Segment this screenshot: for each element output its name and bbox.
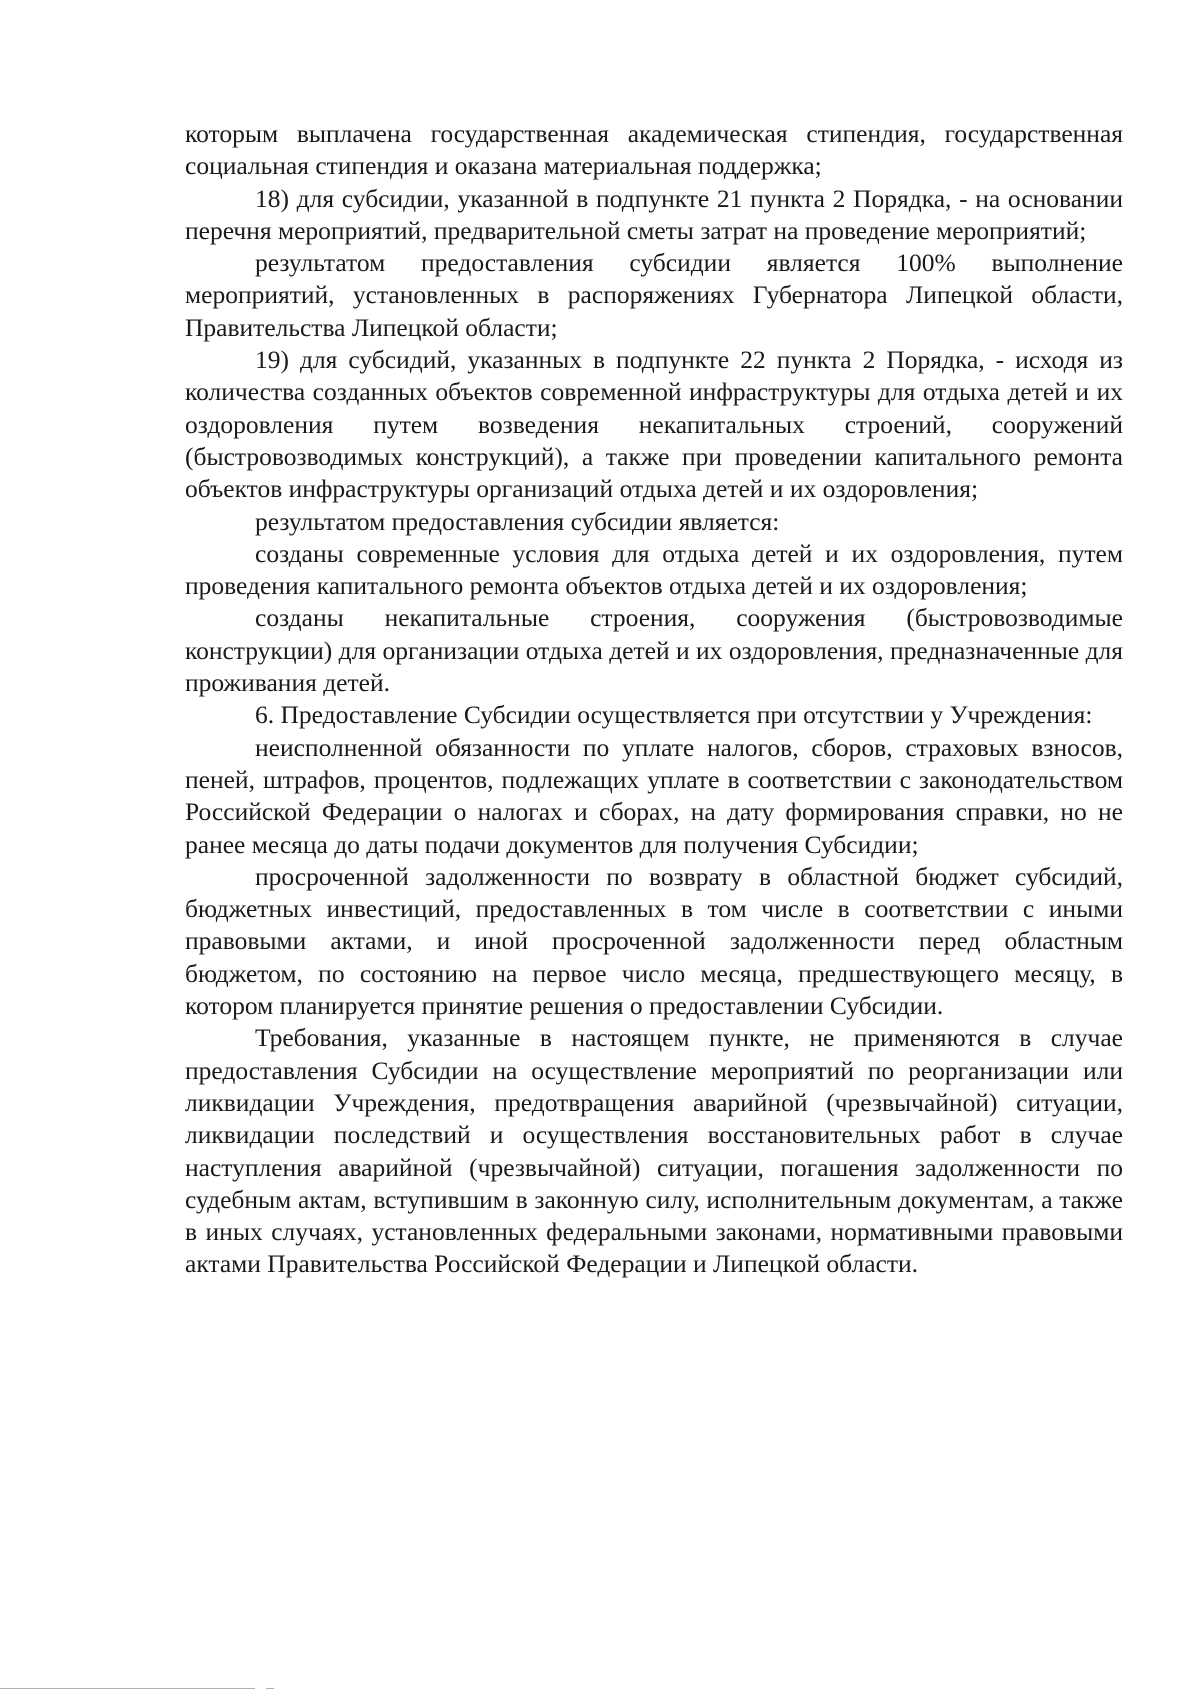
paragraph-clause-6-debt: просроченной задолженности по возврату в областной бюджет субсидий, бюджетных инвестиций, предоставленных в том числе в соответствии с иными правовыми актами, и иной просроченной задолженности перед областным бюджетом, по состоянию на первое число месяца, предшествующего месяцу, в котором планируется принятие решения о предоставлении Субсидии. — [185, 861, 1123, 1021]
paragraph-result-18: результатом предоставления субсидии является 100% выполнение мероприятий, установленных в распоряжениях Губернатора Липецкой области, Правительства Липецкой области; — [185, 248, 1123, 342]
paragraph-result-19-a: созданы современные условия для отдыха детей и их оздоровления, путем проведения капитального ремонта объектов отдыха детей и их оздоровления; — [185, 538, 1123, 601]
footer-rule-tail — [266, 1688, 274, 1689]
paragraph-clause-6-tax: неисполненной обязанности по уплате налогов, сборов, страховых взносов, пеней, штрафов, процентов, подлежащих уплате в соответствии с законодательством Российской Федерации о налогах и сборах, на дату формирования справки, но не ранее месяца до даты подачи документов для получения Субсидии; — [185, 732, 1123, 859]
document-body — [185, 118, 1123, 1281]
paragraph-clause-6-exceptions: Требования, указанные в настоящем пункте, не применяются в случае предоставления Субсидии на осуществление мероприятий по реорганизации или ликвидации Учреждения, предотвращения аварийной (чрезвычайной) ситуации, ликвидации последствий и осуществления восстановительных работ в случае наступления аварийной (чрезвычайной) ситуации, погашения задолженности по судебным актам, вступившим в законную силу, исполнительным документам, а также в иных случаях, установленных федеральными законами, нормативными правовыми актами Правительства Российской Федерации и Липецкой области. — [185, 1023, 1123, 1279]
footer-rule — [0, 1688, 255, 1689]
paragraph-result-19-heading: результатом предоставления субсидии является: — [255, 506, 780, 536]
paragraph-continuation: которым выплачена государственная академическая стипендия, государственная социальная стипендия и оказана материальная поддержка; — [185, 119, 1123, 181]
paragraph-item-18: 18) для субсидии, указанной в подпункте 21 пункта 2 Порядка, - на основании перечня мероприятий, предварительной сметы затрат на проведение мероприятий; — [185, 183, 1123, 245]
paragraph-item-19: 19) для субсидий, указанных в подпункте 22 пункта 2 Порядка, - исходя из количества созданных объектов современной инфраструктуры для отдыха детей и их оздоровления путем возведения некапитальных строений, сооружений (быстровозводимых конструкций), а также при проведении капитального ремонта объектов инфраструктуры организаций отдыха детей и их оздоровления; — [185, 345, 1123, 504]
paragraph-result-19-b: созданы некапитальные строения, сооружения (быстровозводимые конструкции) для организации отдыха детей и их оздоровления, предназначенные для проживания детей. — [185, 603, 1123, 698]
paragraph-clause-6: 6. Предоставление Субсидии осуществляется при отсутствии у Учреждения: — [255, 700, 1093, 730]
